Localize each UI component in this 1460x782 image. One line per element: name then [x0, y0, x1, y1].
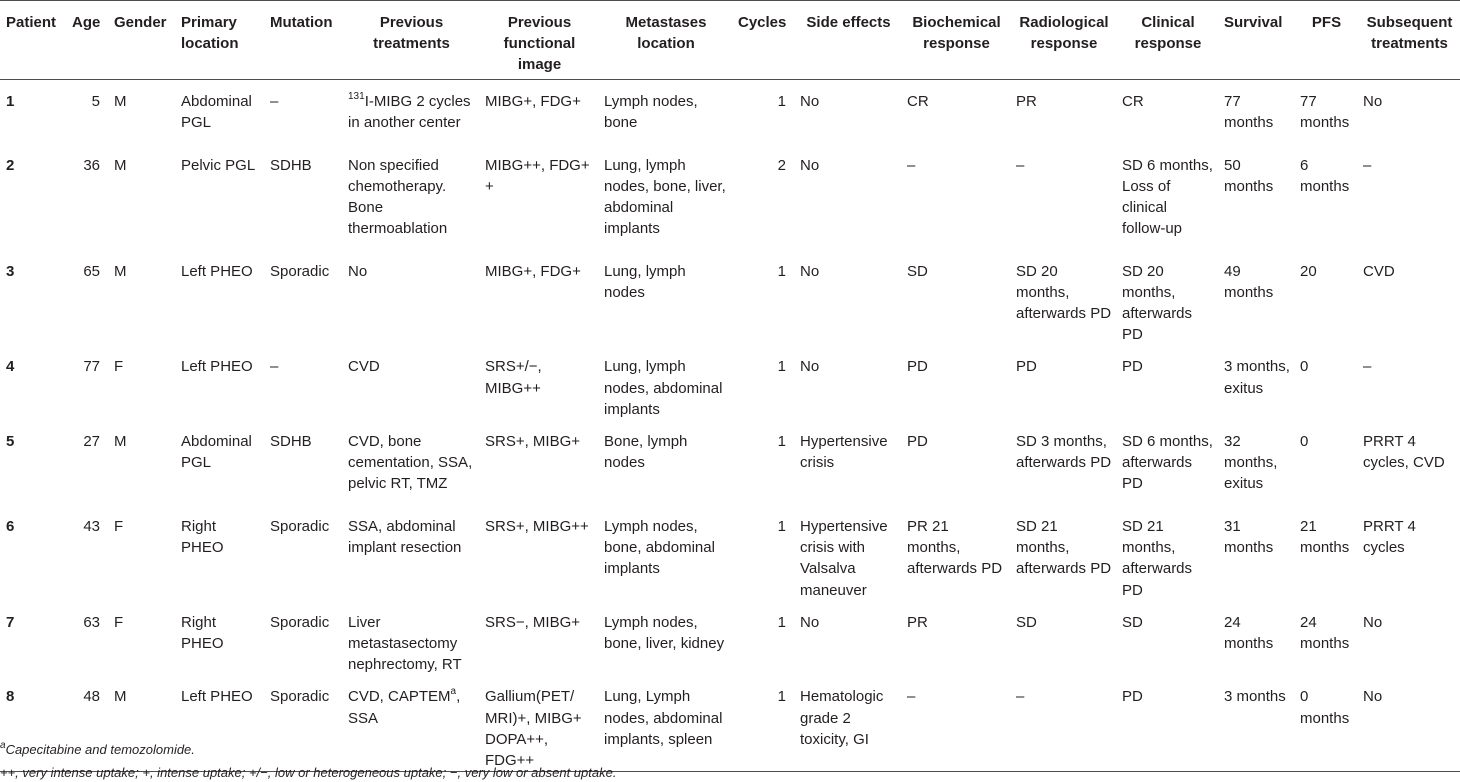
- mutation-cell: Sporadic: [270, 517, 330, 535]
- primary-location-cell: Right PHEO: [181, 517, 224, 557]
- age-cell: 27: [83, 432, 100, 450]
- table-row: [0, 144, 1460, 250]
- radiological-response-cell: SD: [1016, 613, 1037, 631]
- subsequent-treatments-cell: –: [1363, 358, 1372, 376]
- survival-cell: 32 months, exitus: [1224, 432, 1278, 493]
- radiological-response-cell: SD 20 months, afterwards PD: [1016, 262, 1112, 322]
- biochemical-response-cell: PD: [907, 358, 928, 376]
- biochemical-response-cell: PR 21 months, afterwards PD: [907, 517, 1003, 578]
- column-header: Side effects: [794, 1, 901, 80]
- pfs-cell: 6 months: [1300, 156, 1350, 195]
- side-effects-cell: No: [800, 613, 820, 631]
- functional-image-cell: MIBG+, FDG+: [485, 93, 581, 110]
- patient-id-cell: 4: [6, 358, 15, 376]
- gender-cell: M: [114, 93, 127, 110]
- treatment-text: Non specified chemotherapy. Bone thermoablation: [348, 156, 448, 238]
- functional-image-cell: SRS−, MIBG+: [485, 613, 581, 631]
- functional-image-cell: SRS+/−, MIBG++: [485, 358, 542, 397]
- treatment-text-after: , SSA: [348, 688, 461, 727]
- table-row: [0, 80, 1460, 144]
- age-cell: 48: [66, 675, 108, 771]
- biochemical-response-cell: –: [907, 156, 916, 174]
- column-header: PFS: [1294, 1, 1357, 80]
- survival-cell: 24 months: [1224, 613, 1274, 652]
- previous-treatments-cell: [342, 80, 479, 144]
- patient-id-cell: 1: [6, 93, 15, 110]
- age-cell: 63: [83, 613, 100, 631]
- primary-location-cell: Abdominal PGL: [181, 432, 252, 472]
- radiological-response-cell: –: [1010, 675, 1116, 771]
- cycles-cell: 1: [777, 613, 786, 631]
- metastases-location-cell: Lung, Lymph nodes, abdominal implants, spleen: [598, 675, 732, 771]
- column-header: Mutation: [264, 1, 342, 80]
- treatment-text: CVD, CAPTEM: [348, 688, 451, 706]
- biochemical-response-cell: PR: [907, 613, 928, 631]
- previous-treatments-cell: [342, 250, 479, 346]
- cycles-cell: 2: [777, 156, 786, 174]
- treatment-text: CVD: [348, 358, 380, 376]
- clinical-response-cell: SD 20 months, afterwards PD: [1122, 262, 1193, 344]
- footnote-a-marker: a: [0, 739, 6, 751]
- column-header: Cycles: [732, 1, 794, 80]
- functional-image-cell: SRS+, MIBG++: [485, 517, 589, 535]
- column-header: Gender: [108, 1, 175, 80]
- metastases-location-cell: Lung, lymph nodes, bone, liver, abdominal implants: [604, 156, 726, 238]
- pfs-cell: 21 months: [1300, 517, 1350, 557]
- functional-image-cell: MIBG+, FDG+: [485, 262, 581, 280]
- primary-location-cell: Left PHEO: [175, 675, 264, 771]
- side-effects-cell: No: [800, 93, 820, 110]
- side-effects-cell: No: [800, 262, 820, 280]
- gender-cell: M: [114, 156, 127, 174]
- side-effects-cell: Hypertensive crisis: [800, 432, 888, 472]
- table-body: [0, 80, 1460, 772]
- table-row: [0, 345, 1460, 420]
- gender-cell: F: [114, 613, 124, 631]
- cycles-cell: 1: [777, 517, 786, 535]
- column-header: Previous treatments: [342, 1, 479, 80]
- column-header: Radiological response: [1010, 1, 1116, 80]
- radiological-response-cell: SD 21 months, afterwards PD: [1016, 517, 1112, 578]
- mutation-cell: Sporadic: [264, 675, 342, 771]
- subsequent-treatments-cell: No: [1363, 613, 1383, 631]
- patient-id-cell: 2: [6, 156, 15, 174]
- radiological-response-cell: PD: [1016, 358, 1037, 376]
- pfs-cell: 0: [1300, 358, 1309, 376]
- subsequent-treatments-cell: PRRT 4 cycles: [1363, 517, 1416, 557]
- side-effects-cell: Hypertensive crisis with Valsalva maneuver: [800, 517, 888, 599]
- subsequent-treatments-cell: No: [1357, 675, 1460, 771]
- previous-treatments-cell: [342, 601, 479, 676]
- patient-id-cell: 6: [6, 517, 15, 535]
- pfs-cell: 0 months: [1294, 675, 1357, 771]
- metastases-location-cell: Lung, lymph nodes: [604, 262, 686, 301]
- patient-id-cell: 3: [6, 262, 15, 280]
- age-cell: 43: [83, 517, 100, 535]
- subsequent-treatments-cell: No: [1363, 93, 1383, 110]
- gender-cell: M: [108, 675, 175, 771]
- cycles-cell: 1: [732, 675, 794, 771]
- treatment-text: Liver metastasectomy nephrectomy, RT: [348, 613, 462, 674]
- clinical-response-cell: SD 6 months, afterwards PD: [1122, 432, 1213, 493]
- column-header: Primary location: [175, 1, 264, 80]
- survival-cell: 3 months, exitus: [1224, 358, 1290, 397]
- side-effects-cell: No: [800, 156, 820, 174]
- cycles-cell: 1: [777, 432, 786, 450]
- survival-cell: 3 months: [1218, 675, 1294, 771]
- clinical-response-cell: SD 21 months, afterwards PD: [1122, 517, 1193, 599]
- table-row: [0, 505, 1460, 601]
- gender-cell: F: [114, 358, 124, 376]
- patient-id-cell: 8: [0, 675, 66, 771]
- age-cell: 65: [83, 262, 100, 280]
- gender-cell: F: [114, 517, 124, 535]
- column-header: Subsequent treatments: [1357, 1, 1460, 80]
- mutation-cell: SDHB: [270, 156, 312, 174]
- metastases-location-cell: Lymph nodes, bone, liver, kidney: [604, 613, 725, 652]
- biochemical-response-cell: PD: [907, 432, 928, 450]
- side-effects-cell: No: [800, 358, 820, 376]
- table-row: [0, 420, 1460, 505]
- treatment-text: CVD, bone cementation, SSA, pelvic RT, TMZ: [348, 432, 473, 493]
- cycles-cell: 1: [777, 262, 786, 280]
- column-header: Patient: [0, 1, 66, 80]
- mutation-cell: Sporadic: [270, 613, 330, 631]
- biochemical-response-cell: SD: [907, 262, 928, 280]
- survival-cell: 50 months: [1224, 156, 1274, 195]
- mutation-cell: SDHB: [270, 432, 312, 450]
- metastases-location-cell: Lymph nodes, bone, abdominal implants: [604, 517, 715, 578]
- column-header: Previous functional image: [479, 1, 598, 80]
- radiological-response-cell: PR: [1016, 93, 1037, 110]
- gender-cell: M: [114, 432, 127, 450]
- mutation-cell: –: [270, 93, 279, 110]
- metastases-location-cell: Bone, lymph nodes: [604, 432, 688, 472]
- functional-image-cell: Gallium(PET/ MRI)+, MIBG+ DOPA++, FDG++: [479, 675, 598, 771]
- mutation-cell: –: [270, 358, 279, 376]
- primary-location-cell: Abdominal PGL: [181, 93, 252, 132]
- side-effects-cell: Hematologic grade 2 toxicity, GI: [794, 675, 901, 771]
- treatment-text: I-MIBG 2 cycles in another center: [348, 93, 471, 132]
- treatment-text: No: [348, 262, 368, 280]
- clinical-response-cell: CR: [1122, 93, 1144, 110]
- treatment-text: SSA, abdominal implant resection: [348, 517, 462, 557]
- patient-id-cell: 7: [6, 613, 15, 631]
- table-row: [0, 601, 1460, 676]
- gender-cell: M: [114, 262, 127, 280]
- column-header: Age: [66, 1, 108, 80]
- column-header: Survival: [1218, 1, 1294, 80]
- age-cell: 5: [91, 93, 100, 110]
- age-cell: 36: [83, 156, 100, 174]
- survival-cell: 77 months: [1224, 93, 1274, 132]
- pfs-cell: 20: [1300, 262, 1317, 280]
- previous-treatments-cell: [342, 505, 479, 601]
- clinical-response-cell: PD: [1116, 675, 1218, 771]
- previous-treatments-cell: [342, 144, 479, 250]
- survival-cell: 49 months: [1224, 262, 1274, 301]
- previous-treatments-cell: [342, 345, 479, 420]
- age-cell: 77: [83, 358, 100, 376]
- subsequent-treatments-cell: PRRT 4 cycles, CVD: [1363, 432, 1445, 472]
- previous-treatments-cell: [342, 675, 479, 771]
- radiological-response-cell: SD 3 months, afterwards PD: [1016, 432, 1112, 472]
- biochemical-response-cell: –: [901, 675, 1010, 771]
- table-header: [0, 1, 1460, 80]
- primary-location-cell: Left PHEO: [181, 358, 253, 376]
- cycles-cell: 1: [777, 358, 786, 376]
- table-row: [0, 675, 1460, 771]
- pfs-cell: 77 months: [1300, 93, 1350, 132]
- subsequent-treatments-cell: –: [1363, 156, 1372, 174]
- isotope-superscript: 131: [348, 91, 365, 102]
- primary-location-cell: Right PHEO: [181, 613, 224, 652]
- header-row: [0, 1, 1460, 80]
- footnote-a: [0, 741, 195, 759]
- primary-location-cell: Pelvic PGL: [181, 156, 256, 174]
- clinical-response-cell: PD: [1122, 358, 1143, 376]
- radiological-response-cell: –: [1016, 156, 1025, 174]
- pfs-cell: 0: [1300, 432, 1309, 450]
- column-header: Clinical response: [1116, 1, 1218, 80]
- functional-image-cell: SRS+, MIBG+: [485, 432, 581, 450]
- footnote-marker: a: [450, 686, 457, 698]
- metastases-location-cell: Lung, lymph nodes, abdominal implants: [604, 358, 723, 418]
- footnote-legend: ++, very intense uptake; +, intense uptake; +/−, low or heterogeneous uptake; −, very low or absent uptake.: [0, 765, 617, 780]
- cycles-cell: 1: [777, 93, 786, 110]
- clinical-response-cell: SD 6 months, Loss of clinical follow-up: [1122, 156, 1213, 238]
- pfs-cell: 24 months: [1300, 613, 1350, 652]
- biochemical-response-cell: CR: [907, 93, 929, 110]
- patient-id-cell: 5: [6, 432, 15, 450]
- functional-image-cell: MIBG++, FDG+ +: [485, 156, 590, 195]
- subsequent-treatments-cell: CVD: [1363, 262, 1395, 280]
- column-header: Biochemical response: [901, 1, 1010, 80]
- footnote-a-text: Capecitabine and temozolomide.: [5, 742, 195, 757]
- clinical-response-cell: SD: [1122, 613, 1143, 631]
- previous-treatments-cell: [342, 420, 479, 505]
- primary-location-cell: Left PHEO: [181, 262, 253, 280]
- mutation-cell: Sporadic: [270, 262, 330, 280]
- survival-cell: 31 months: [1224, 517, 1274, 557]
- column-header: Metastases location: [598, 1, 732, 80]
- table-row: [0, 250, 1460, 346]
- metastases-location-cell: Lymph nodes, bone: [604, 93, 698, 132]
